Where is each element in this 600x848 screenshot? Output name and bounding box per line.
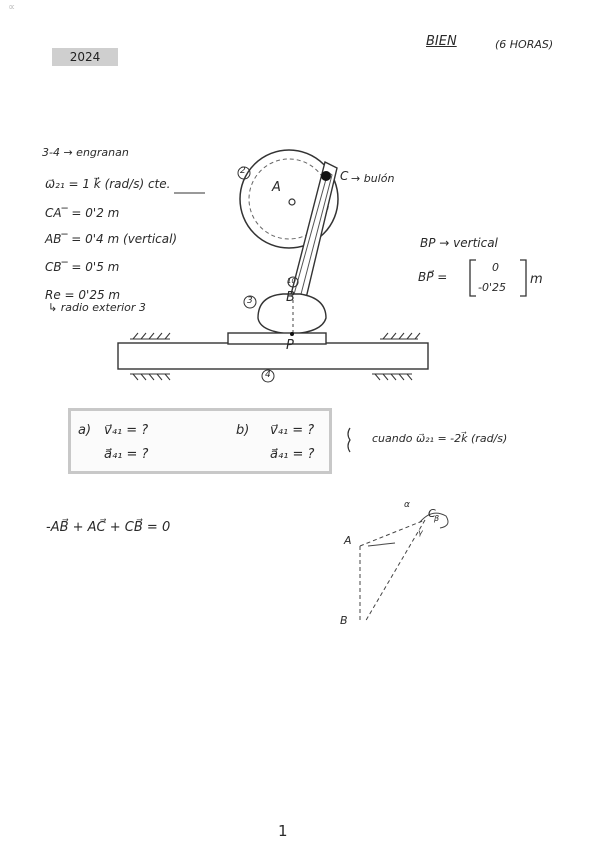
sketch-cb-line [365,520,425,622]
year-label: 2024 [52,48,118,66]
corner-mark: ∝ [8,2,16,13]
sketch-ac-line [360,520,425,546]
condition-brace [348,428,350,452]
label-c: C [340,169,349,183]
cb-length: CB‾ = 0'5 m [45,260,120,274]
question-b-label: b) [236,423,250,438]
closure-equation: -AB⃗ + AC⃗ + CB⃗ = 0 [46,520,171,535]
bp-vector-name: BP⃗ = [418,270,448,284]
question-b-condition: cuando ω⃗₂₁ = -2k⃗ (rad/s) [372,432,508,445]
sketch-angle-gamma: γ [418,528,423,537]
sketch-label-a: A [344,534,352,547]
slider-body [118,343,428,369]
page-number: 1 [278,822,288,840]
re-note: ↳ radio exterior 3 [48,301,146,314]
bp-bottom-entry: -0'25 [478,281,506,294]
sketch-angle-beta: β [434,514,440,523]
matrix-bracket-right [520,260,526,296]
sketch-arrow [368,543,395,546]
label-b: B [286,290,295,305]
duration-note: (6 HORAS) [495,38,554,51]
contact-note: 3-4 → engranan [42,146,129,159]
re-radius: Re = 0'25 m [45,288,121,302]
label-3: 3 [247,296,253,306]
pivot-a [289,199,295,205]
bp-top-entry: 0 [492,261,499,274]
question-a-label: a) [78,423,92,438]
contact-point-p [290,332,294,336]
grade-verdict: BIEN [426,34,457,49]
sketch-angle-alpha: α [404,500,410,510]
ca-length: CA‾ = 0'2 m [45,206,120,220]
label-10: 10 [287,277,296,285]
slider-raised-block [228,333,326,344]
bp-vertical-note: BP → vertical [420,236,498,250]
ab-length: AB‾ = 0'4 m (vertical) [45,232,178,246]
label-a: A [272,180,281,195]
label-4: 4 [265,370,271,380]
matrix-bracket-left [470,260,476,296]
bp-unit: m [530,272,543,287]
sketch-label-c: C [428,507,436,520]
sketch-label-b: B [340,614,348,627]
omega-given: ω⃗₂₁ = 1 k⃗ (rad/s) cte. [45,177,171,191]
question-b-acceleration: a⃗₄₁ = ? [270,447,315,462]
question-a-acceleration: a⃗₄₁ = ? [104,447,149,462]
label-p: P [286,338,294,353]
bolt-pin [321,171,331,181]
question-a-velocity: v⃗₄₁ = ? [104,423,149,438]
questions-box [68,408,332,474]
bolt-label: → bulón [351,172,395,185]
question-b-velocity: v⃗₄₁ = ? [270,423,315,438]
label-2: 2 [240,166,246,176]
